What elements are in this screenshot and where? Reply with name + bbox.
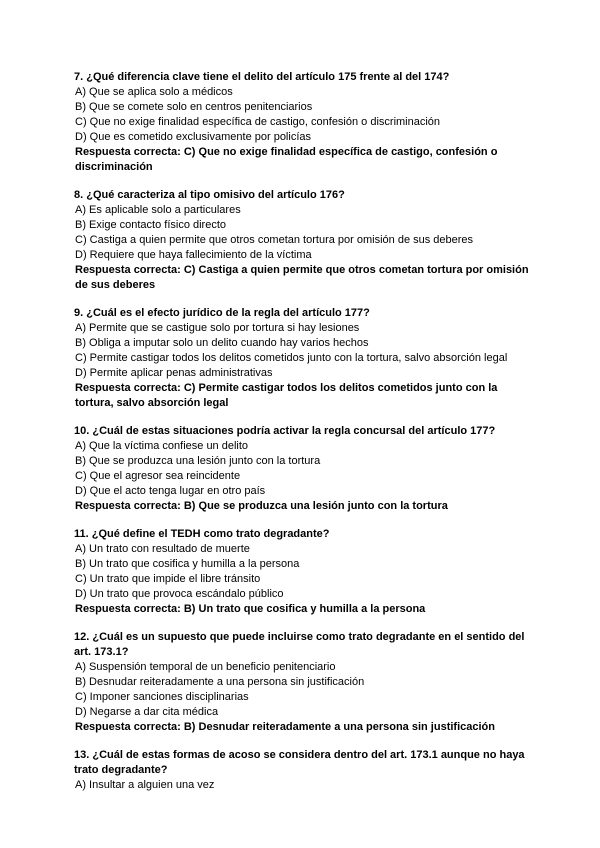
question-12 — [74, 630, 534, 735]
option-d: D) Que el acto tenga lugar en otro país — [75, 485, 266, 497]
option-b: B) Un trato que cosifica y humilla a la persona — [75, 558, 300, 570]
question-title: 8. ¿Qué caracteriza al tipo omisivo del artículo 176? — [74, 189, 345, 201]
option-a: A) Suspensión temporal de un beneficio penitenciario — [75, 661, 336, 673]
option-a: A) Que la víctima confiese un delito — [75, 440, 249, 452]
option-c: C) Que no exige finalidad específica de castigo, confesión o discriminación — [75, 116, 441, 128]
correct-answer — [74, 720, 534, 735]
question-7 — [74, 70, 534, 175]
option-c: C) Permite castigar todos los delitos cometidos junto con la tortura, salvo absorción legal — [75, 352, 508, 364]
correct-answer — [74, 602, 534, 617]
answer-label: Respuesta correcta: — [75, 500, 181, 512]
option-c: C) Un trato que impide el libre tránsito — [75, 573, 261, 585]
answer-text: B) Un trato que cosifica y humilla a la persona — [183, 603, 426, 615]
option-d: D) Permite aplicar penas administrativas — [75, 367, 273, 379]
correct-answer — [74, 381, 534, 411]
option-a: A) Permite que se castigue solo por tortura si hay lesiones — [75, 322, 360, 334]
answer-label: Respuesta correcta: — [75, 603, 181, 615]
question-title: 13. ¿Cuál de estas formas de acoso se considera dentro del art. 173.1 aunque no haya trato degradante? — [74, 749, 525, 776]
option-c: C) Imponer sanciones disciplinarias — [75, 691, 249, 703]
option-a: A) Insultar a alguien una vez — [75, 779, 215, 791]
option-d: D) Negarse a dar cita médica — [75, 706, 219, 718]
document-page — [74, 70, 534, 806]
answer-label: Respuesta correcta: — [75, 721, 181, 733]
option-b: B) Obliga a imputar solo un delito cuando hay varios hechos — [75, 337, 369, 349]
option-d: D) Requiere que haya fallecimiento de la víctima — [75, 249, 312, 261]
question-10 — [74, 424, 534, 514]
correct-answer — [74, 263, 534, 293]
question-11 — [74, 527, 534, 617]
question-title: 11. ¿Qué define el TEDH como trato degradante? — [74, 528, 330, 540]
option-b: B) Desnudar reiteradamente a una persona sin justificación — [75, 676, 365, 688]
correct-answer — [74, 145, 534, 175]
option-c: C) Que el agresor sea reincidente — [75, 470, 241, 482]
answer-label: Respuesta correcta: — [75, 146, 181, 158]
option-a: A) Un trato con resultado de muerte — [75, 543, 250, 555]
question-9 — [74, 306, 534, 411]
question-title: 7. ¿Qué diferencia clave tiene el delito del artículo 175 frente al del 174? — [74, 71, 450, 83]
question-title: 9. ¿Cuál es el efecto jurídico de la regla del artículo 177? — [74, 307, 370, 319]
question-title: 10. ¿Cuál de estas situaciones podría activar la regla concursal del artículo 177? — [74, 425, 496, 437]
answer-text: B) Que se produzca una lesión junto con la tortura — [183, 500, 448, 512]
option-c: C) Castiga a quien permite que otros cometan tortura por omisión de sus deberes — [75, 234, 474, 246]
option-d: D) Que es cometido exclusivamente por policías — [75, 131, 311, 143]
question-8 — [74, 188, 534, 293]
answer-text: C) Castiga a quien permite que otros cometan tortura por omisión de sus deberes — [75, 264, 529, 291]
question-13 — [74, 748, 534, 793]
answer-label: Respuesta correcta: — [75, 382, 181, 394]
option-a: A) Es aplicable solo a particulares — [75, 204, 241, 216]
option-a: A) Que se aplica solo a médicos — [75, 86, 233, 98]
option-b: B) Exige contacto físico directo — [75, 219, 227, 231]
option-d: D) Un trato que provoca escándalo público — [75, 588, 284, 600]
question-title: 12. ¿Cuál es un supuesto que puede incluirse como trato degradante en el sentido del art. 173.1? — [74, 631, 525, 658]
answer-text: C) Permite castigar todos los delitos cometidos junto con la tortura, salvo absorción legal — [75, 382, 498, 409]
option-b: B) Que se comete solo en centros penitenciarios — [75, 101, 313, 113]
answer-label: Respuesta correcta: — [75, 264, 181, 276]
answer-text: C) Que no exige finalidad específica de castigo, confesión o discriminación — [75, 146, 498, 173]
correct-answer — [74, 499, 534, 514]
option-b: B) Que se produzca una lesión junto con la tortura — [75, 455, 321, 467]
answer-text: B) Desnudar reiteradamente a una persona sin justificación — [183, 721, 495, 733]
